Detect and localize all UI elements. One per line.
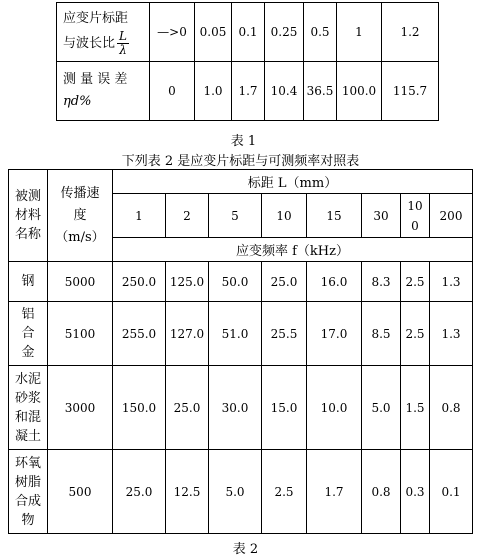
table-row xyxy=(9,262,473,302)
freq-value: 0.8 xyxy=(430,366,473,450)
table-2-header-row xyxy=(9,170,473,194)
freq-value: 8.3 xyxy=(362,262,401,302)
gauge-value: 10 xyxy=(262,194,307,238)
freq-value: 25.0 xyxy=(166,366,209,450)
material-name-line: 和混 xyxy=(14,409,41,425)
freq-value: 125.0 xyxy=(166,262,209,302)
speed-value: 5100 xyxy=(48,302,113,366)
material-name-line: 砂浆 xyxy=(14,390,41,406)
error-value: 10.4 xyxy=(265,62,304,121)
freq-value: 0.3 xyxy=(401,450,430,534)
table-1-caption: 表 1 xyxy=(230,134,257,149)
material-name xyxy=(9,366,48,450)
fraction-numerator: L xyxy=(119,28,127,43)
freq-value: 1.7 xyxy=(307,450,362,534)
error-value: 1.0 xyxy=(195,62,232,121)
table-1-row-error xyxy=(57,62,439,121)
material-header-line: 名称 xyxy=(14,227,41,242)
ratio-value: —>0 xyxy=(150,3,195,62)
freq-value: 127.0 xyxy=(166,302,209,366)
speed-header xyxy=(48,170,113,262)
ratio-fraction xyxy=(117,30,129,57)
freq-value: 12.5 xyxy=(166,450,209,534)
ratio-value: 1 xyxy=(337,3,382,62)
speed-header-line: （m/s） xyxy=(55,229,105,245)
table-row xyxy=(9,366,473,450)
freq-value: 16.0 xyxy=(307,262,362,302)
material-name-line: 物 xyxy=(21,512,35,528)
gauge-value: 2 xyxy=(166,194,209,238)
error-value: 100.0 xyxy=(337,62,382,121)
freq-value: 2.5 xyxy=(401,302,430,366)
material-name-line: 凝土 xyxy=(14,428,41,444)
material-name xyxy=(9,262,48,302)
material-header-line: 被测 xyxy=(14,189,41,204)
table-1-row-ratio xyxy=(57,3,439,62)
gauge-value: 10 0 xyxy=(401,194,430,238)
frequency-header: 应变频率 f（kHz） xyxy=(113,238,473,262)
error-label-line1: 测 量 误 差 xyxy=(63,72,128,87)
material-name-line: 环氧 xyxy=(14,455,41,471)
ratio-value: 0.25 xyxy=(265,3,304,62)
freq-value: 1.3 xyxy=(430,302,473,366)
error-label-cell xyxy=(57,62,150,121)
material-name-line: 合 xyxy=(21,326,35,341)
ratio-value: 0.1 xyxy=(232,3,265,62)
error-value: 115.7 xyxy=(382,62,439,121)
freq-value: 15.0 xyxy=(262,366,307,450)
table-row xyxy=(9,450,473,534)
freq-value: 25.0 xyxy=(113,450,166,534)
freq-value: 5.0 xyxy=(362,366,401,450)
freq-value: 2.5 xyxy=(262,450,307,534)
table-2-title: 下列表 2 是应变片标距与可测频率对照表 xyxy=(121,154,360,169)
material-name-line: 金 xyxy=(21,345,35,360)
table-1 xyxy=(56,2,439,121)
material-name-line: 铝 xyxy=(21,307,35,322)
speed-header-line: 度 xyxy=(73,207,87,223)
speed-value: 5000 xyxy=(48,262,113,302)
table-2-caption: 表 2 xyxy=(232,542,259,557)
freq-value: 30.0 xyxy=(209,366,262,450)
freq-value: 255.0 xyxy=(113,302,166,366)
freq-value: 1.3 xyxy=(430,262,473,302)
freq-value: 0.1 xyxy=(430,450,473,534)
speed-header-line: 传播速 xyxy=(60,185,100,201)
material-name-line: 合成 xyxy=(14,493,41,509)
material-name xyxy=(9,450,48,534)
ratio-value: 0.5 xyxy=(304,3,337,62)
freq-value: 150.0 xyxy=(113,366,166,450)
freq-value: 17.0 xyxy=(307,302,362,366)
error-label-line2: ηd% xyxy=(63,94,92,109)
material-name-line: 钢 xyxy=(21,274,35,289)
freq-value: 1.5 xyxy=(401,366,430,450)
error-value: 36.5 xyxy=(304,62,337,121)
gauge-value: 1 xyxy=(113,194,166,238)
speed-value: 500 xyxy=(48,450,113,534)
material-name xyxy=(9,302,48,366)
freq-value: 8.5 xyxy=(362,302,401,366)
ratio-label-cell xyxy=(57,3,150,62)
material-header-line: 材料 xyxy=(14,208,41,223)
freq-value: 50.0 xyxy=(209,262,262,302)
freq-value: 0.8 xyxy=(362,450,401,534)
ratio-label-text: 与波长比 xyxy=(63,35,116,51)
gauge-value: 15 xyxy=(307,194,362,238)
freq-value: 250.0 xyxy=(113,262,166,302)
material-header xyxy=(9,170,48,262)
error-value: 1.7 xyxy=(232,62,265,121)
speed-value: 3000 xyxy=(48,366,113,450)
gauge-value: 30 xyxy=(362,194,401,238)
ratio-label-line1: 应变片标距 xyxy=(63,10,129,26)
gauge-length-header: 标距 L（mm） xyxy=(113,170,473,194)
fraction-denominator: λ xyxy=(119,42,127,57)
ratio-label-line2 xyxy=(63,30,149,57)
freq-value: 25.0 xyxy=(262,262,307,302)
gauge-value: 200 xyxy=(430,194,473,238)
freq-value: 10.0 xyxy=(307,366,362,450)
material-name-line: 树脂 xyxy=(14,474,41,490)
gauge-value: 5 xyxy=(209,194,262,238)
table-2 xyxy=(8,169,473,534)
table-row xyxy=(9,302,473,366)
ratio-value: 1.2 xyxy=(382,3,439,62)
error-value: 0 xyxy=(150,62,195,121)
freq-value: 5.0 xyxy=(209,450,262,534)
freq-value: 25.5 xyxy=(262,302,307,366)
freq-value: 51.0 xyxy=(209,302,262,366)
material-name-line: 水泥 xyxy=(14,371,41,387)
ratio-value: 0.05 xyxy=(195,3,232,62)
freq-value: 2.5 xyxy=(401,262,430,302)
